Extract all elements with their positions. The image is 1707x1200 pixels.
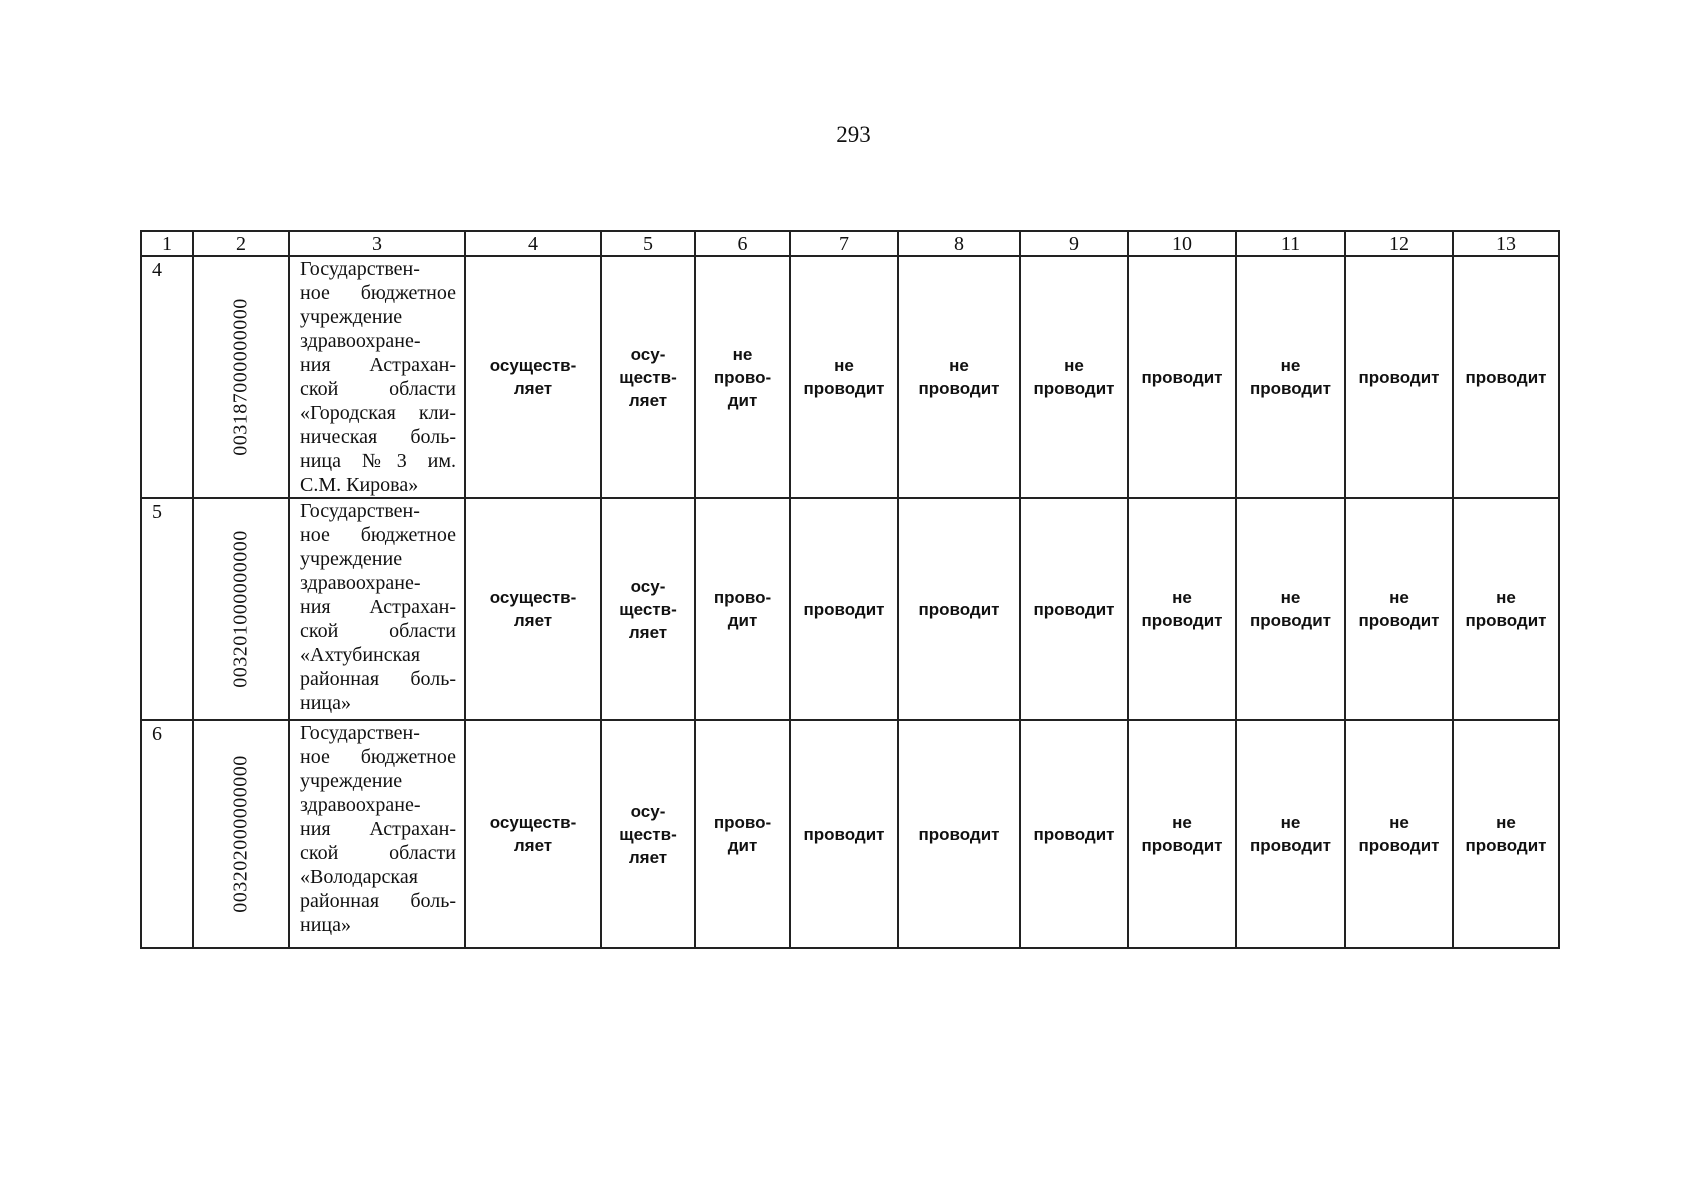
column-header: 8	[898, 231, 1020, 256]
registry-code: 003187000000000	[229, 298, 252, 456]
status-text: не	[1172, 588, 1192, 607]
row-number: 6	[141, 720, 193, 948]
status-text: не	[834, 356, 854, 375]
institution-name-line: ния Астрахан-	[300, 818, 456, 840]
status-text: не	[1172, 813, 1192, 832]
registry-code-cell	[193, 720, 289, 948]
institution-name	[289, 720, 465, 948]
status-text: осу-	[630, 801, 666, 821]
status-text: проводит	[1141, 367, 1223, 387]
status-text: осу-	[630, 576, 666, 596]
column-header: 9	[1020, 231, 1128, 256]
table-row	[141, 720, 1559, 948]
status-cell	[1128, 498, 1236, 720]
status-cell	[601, 720, 695, 948]
registry-code: 003201000000000	[229, 530, 252, 688]
status-cell	[695, 498, 790, 720]
column-header: 12	[1345, 231, 1453, 256]
institution-name-line: ное бюджетное	[300, 282, 456, 304]
status-cell	[1453, 256, 1559, 498]
status-cell	[898, 256, 1020, 498]
institution-name-line: районная боль-	[300, 890, 456, 912]
registry-code-cell	[193, 498, 289, 720]
status-text: проводит	[1250, 611, 1331, 630]
page-number: 293	[836, 122, 871, 147]
status-cell	[1128, 256, 1236, 498]
status-text: прово-	[713, 367, 772, 387]
institution-name-line: Государствен-	[300, 722, 420, 744]
column-header: 2	[193, 231, 289, 256]
column-header: 4	[465, 231, 601, 256]
status-text: проводит	[1358, 611, 1440, 630]
status-text: не	[732, 344, 753, 364]
status-cell	[1345, 720, 1453, 948]
institution-name-line: ница №3 им.	[300, 450, 456, 472]
status-text: проводит	[803, 599, 885, 619]
status-text: дит	[727, 611, 758, 630]
institution-name-line: Государствен-	[300, 258, 420, 280]
status-text: ляет	[628, 390, 668, 410]
status-cell	[1236, 720, 1345, 948]
status-text: прово-	[713, 588, 772, 607]
table-row	[141, 256, 1559, 498]
registry-code: 003202000000000	[229, 755, 252, 913]
status-text: не	[1280, 588, 1301, 607]
status-text: не	[1280, 356, 1301, 375]
column-header: 5	[601, 231, 695, 256]
institution-name-line: Государствен-	[300, 500, 420, 522]
status-cell	[1236, 498, 1345, 720]
status-cell	[1453, 498, 1559, 720]
row-number: 4	[141, 256, 193, 498]
status-cell	[1020, 256, 1128, 498]
status-text: проводит	[918, 599, 1000, 619]
status-text: не	[1280, 813, 1301, 832]
status-text: ляет	[513, 611, 553, 630]
institution-name-line: ница»	[300, 692, 351, 714]
status-text: проводит	[1033, 599, 1115, 619]
institution-name	[289, 256, 465, 498]
column-header: 6	[695, 231, 790, 256]
status-cell	[695, 720, 790, 948]
status-text: не	[1496, 813, 1516, 832]
status-text: проводит	[1250, 836, 1331, 855]
institution-name-line: ное бюджетное	[300, 746, 456, 768]
column-header: 11	[1236, 231, 1345, 256]
institution-name-line: здравоохране-	[300, 330, 421, 352]
header-row	[141, 231, 1559, 256]
status-text: осуществ-	[489, 588, 577, 607]
status-cell	[790, 498, 898, 720]
status-text: проводит	[1141, 836, 1223, 855]
status-text: не	[1389, 813, 1409, 832]
status-cell	[898, 720, 1020, 948]
institution-name-line: ния Астрахан-	[300, 354, 456, 376]
status-text: проводит	[918, 824, 1000, 844]
status-cell	[601, 498, 695, 720]
status-text: не	[1064, 356, 1084, 375]
institution-name	[289, 498, 465, 720]
status-cell	[1345, 498, 1453, 720]
status-cell	[601, 256, 695, 498]
status-text: проводит	[1465, 611, 1547, 630]
status-text: ляет	[513, 836, 553, 855]
column-header: 7	[790, 231, 898, 256]
status-text: прово-	[713, 813, 772, 832]
status-cell	[465, 720, 601, 948]
institution-name-line: учреждение	[300, 548, 403, 570]
status-text: проводит	[1033, 824, 1115, 844]
institution-name-line: учреждение	[300, 306, 403, 328]
status-text: проводит	[1141, 611, 1223, 630]
institution-name-line: ния Астрахан-	[300, 596, 456, 618]
status-text: осу-	[630, 344, 666, 364]
status-cell	[1236, 256, 1345, 498]
status-text: ществ-	[619, 599, 677, 619]
status-text: проводит	[1250, 379, 1331, 398]
status-text: проводит	[1465, 367, 1547, 387]
institution-name-line: ническая боль-	[300, 426, 456, 448]
status-text: осуществ-	[489, 813, 577, 832]
institution-name-line: районная боль-	[300, 668, 456, 690]
status-cell	[1128, 720, 1236, 948]
status-text: дит	[727, 836, 758, 855]
status-text: не	[949, 356, 969, 375]
status-text: ществ-	[619, 367, 677, 387]
institution-name-line: ное бюджетное	[300, 524, 456, 546]
status-text: не	[1389, 588, 1409, 607]
institution-name-line: «Городская кли-	[300, 402, 456, 424]
status-text: проводит	[1358, 367, 1440, 387]
institution-name-line: учреждение	[300, 770, 403, 792]
registry-code-cell	[193, 256, 289, 498]
status-text: ляет	[628, 622, 668, 642]
status-cell	[465, 256, 601, 498]
status-text: проводит	[1465, 836, 1547, 855]
status-cell	[1453, 720, 1559, 948]
institution-name-line: здравоохране-	[300, 794, 421, 816]
institution-name-line: «Ахтубинская	[300, 644, 421, 666]
institution-name-line: ской области	[300, 378, 456, 400]
status-cell	[790, 720, 898, 948]
institution-name-line: здравоохране-	[300, 572, 421, 594]
table-row	[141, 498, 1559, 720]
status-cell	[1020, 720, 1128, 948]
status-text: проводит	[803, 824, 885, 844]
column-header: 10	[1128, 231, 1236, 256]
institution-name-line: ской области	[300, 620, 456, 642]
status-text: проводит	[918, 379, 1000, 398]
status-text: ществ-	[619, 824, 677, 844]
column-header: 3	[289, 231, 465, 256]
status-text: проводит	[1033, 379, 1115, 398]
status-text: проводит	[803, 379, 885, 398]
status-cell	[465, 498, 601, 720]
status-text: дит	[727, 390, 758, 410]
institution-name-line: «Володарская	[300, 866, 418, 888]
status-cell	[1345, 256, 1453, 498]
row-number: 5	[141, 498, 193, 720]
institution-name-line: ской области	[300, 842, 456, 864]
institution-name-line: ница»	[300, 914, 351, 936]
status-cell	[695, 256, 790, 498]
institution-name-line: С.М. Кирова»	[300, 474, 419, 496]
column-header: 1	[141, 231, 193, 256]
column-header: 13	[1453, 231, 1559, 256]
registry-table	[140, 230, 1560, 949]
status-cell	[1020, 498, 1128, 720]
status-cell	[898, 498, 1020, 720]
status-text: не	[1496, 588, 1516, 607]
status-cell	[790, 256, 898, 498]
status-text: проводит	[1358, 836, 1440, 855]
status-text: ляет	[628, 847, 668, 867]
status-text: ляет	[513, 379, 553, 398]
status-text: осуществ-	[489, 356, 577, 375]
